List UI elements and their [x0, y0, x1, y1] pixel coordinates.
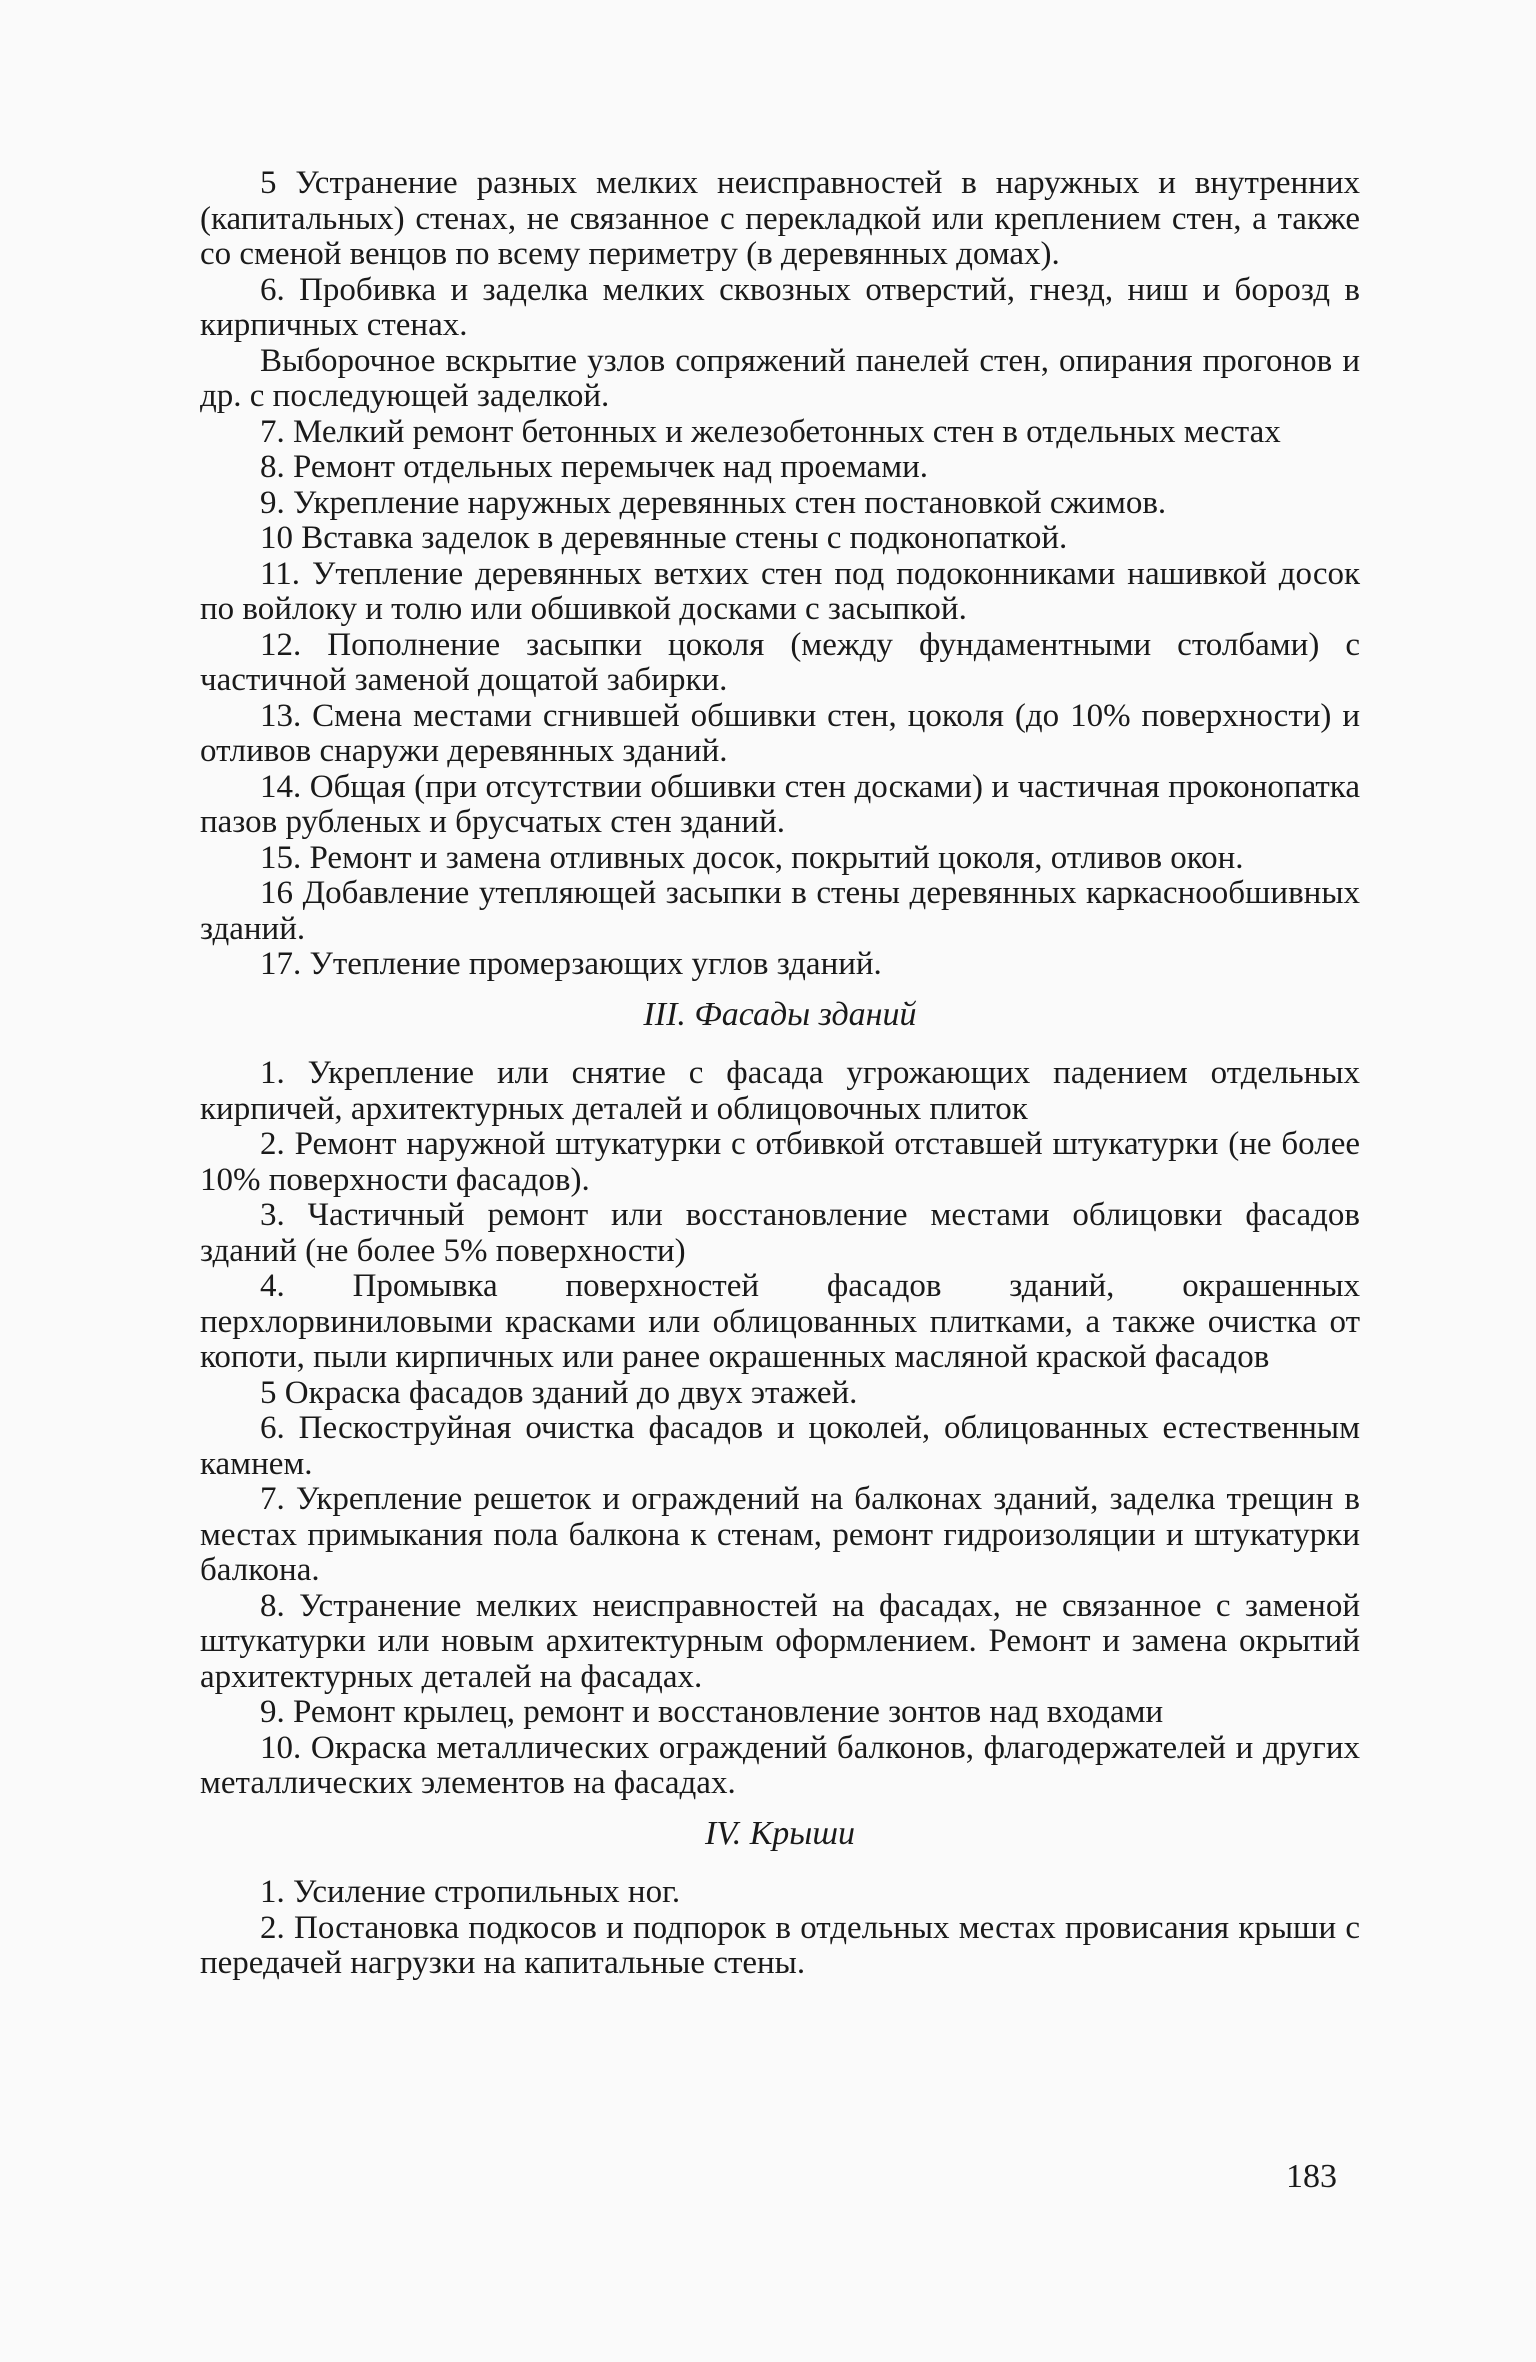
paragraph-3-2: 2. Ремонт наружной штукатурки с отбивкой отставшей штукатурки (не более 10% поверхности фасадов).: [200, 1126, 1360, 1198]
paragraph-2-7: 7. Мелкий ремонт бетонных и железобетонных стен в отдельных местах: [260, 413, 1281, 450]
paragraph-2-17: 17. Утепление промерзающих углов зданий.: [260, 946, 882, 982]
paragraph-2-8: 8. Ремонт отдельных перемычек над проемами.: [260, 449, 929, 485]
section-heading-roofs: IV. Крыши: [705, 1814, 855, 1852]
paragraph-3-3: 3. Частичный ремонт или восстановление местами облицовки фасадов зданий (не более 5% поверхности): [200, 1197, 1360, 1269]
paragraph-2-15: 15. Ремонт и замена отливных досок, покрытий цоколя, отливов окон.: [260, 839, 1244, 876]
paragraph-3-9: 9. Ремонт крылец, ремонт и восстановление зонтов над входами: [260, 1694, 1164, 1730]
paragraph-2-10: 10 Вставка заделок в деревянные стены с подконопаткой.: [260, 520, 1068, 556]
paragraph-2-6: 6. Пробивка и заделка мелких сквозных отверстий, гнезд, ниш и борозд в кирпичных стенах.: [200, 271, 1360, 343]
paragraph-2-9: 9. Укрепление наружных деревянных стен постановкой сжимов.: [260, 484, 1167, 521]
paragraph-3-10: 10. Окраска металлических ограждений балконов, флагодержателей и других металлических элементов на фасадах.: [200, 1729, 1360, 1801]
paragraph-3-6: 6. Пескоструйная очистка фасадов и цоколей, облицованных естественным камнем.: [200, 1410, 1360, 1482]
page-number: 183: [1286, 2158, 1337, 2195]
paragraph-2-11: 11. Утепление деревянных ветхих стен под подоконниками нашивкой досок по войлоку и толю или обшивкой досками с засыпкой.: [200, 555, 1360, 627]
paragraph-2-16: 16 Добавление утепляющей засыпки в стены деревянных каркаснообшивных зданий.: [200, 875, 1360, 947]
paragraph-3-1: 1. Укрепление или снятие с фасада угрожающих падением отдельных кирпичей, архитектурных деталей и облицовочных плиток: [200, 1055, 1360, 1127]
paragraph-4-1: 1. Усиление стропильных ног.: [260, 1874, 681, 1910]
paragraph-3-8: 8. Устранение мелких неисправностей на фасадах, не связанное с заменой штукатурки или новым архитектурным оформлением. Ремонт и замена окрытий архитектурных деталей на фасадах.: [200, 1587, 1360, 1695]
paragraph-4-2: 2. Постановка подкосов и подпорок в отдельных местах провисания крыши с передачей нагрузки на капитальные стены.: [200, 1909, 1360, 1981]
paragraph-2-5: 5 Устранение разных мелких неисправностей в наружных и внутренних (капитальных) стенах, не связанное с перекладкой или креплением стен, а также со сменой венцов по всему периметру (в деревянных домах).: [200, 165, 1360, 272]
paragraph-2-14: 14. Общая (при отсутствии обшивки стен досками) и частичная проконопатка пазов рубленых и брусчатых стен зданий.: [200, 768, 1360, 840]
section-heading-facades: III. Фасады зданий: [643, 995, 917, 1033]
paragraph-2-13: 13. Смена местами сгнившей обшивки стен, цоколя (до 10% поверхности) и отливов снаружи деревянных зданий.: [200, 697, 1360, 769]
text-column: [200, 166, 1360, 1982]
paragraph-3-7: 7. Укрепление решеток и ограждений на балконах зданий, заделка трещин в местах примыкания пола балкона к стенам, ремонт гидроизоляции и штукатурки балкона.: [200, 1481, 1360, 1588]
paragraph-3-5: 5 Окраска фасадов зданий до двух этажей.: [260, 1374, 858, 1411]
paragraph-2-6-note: Выборочное вскрытие узлов сопряжений панелей стен, опирания прогонов и др. с последующей заделкой.: [200, 342, 1360, 414]
paragraph-2-12: 12. Пополнение засыпки цоколя (между фундаментными столбами) с частичной заменой дощатой забирки.: [200, 626, 1360, 698]
paragraph-3-4: 4. Промывка поверхностей фасадов зданий, окрашенных перхлорвиниловыми красками или облицованных плитками, а также очистка от копоти, пыли кирпичных или ранее окрашенных масляной краской фасадов: [200, 1268, 1360, 1375]
